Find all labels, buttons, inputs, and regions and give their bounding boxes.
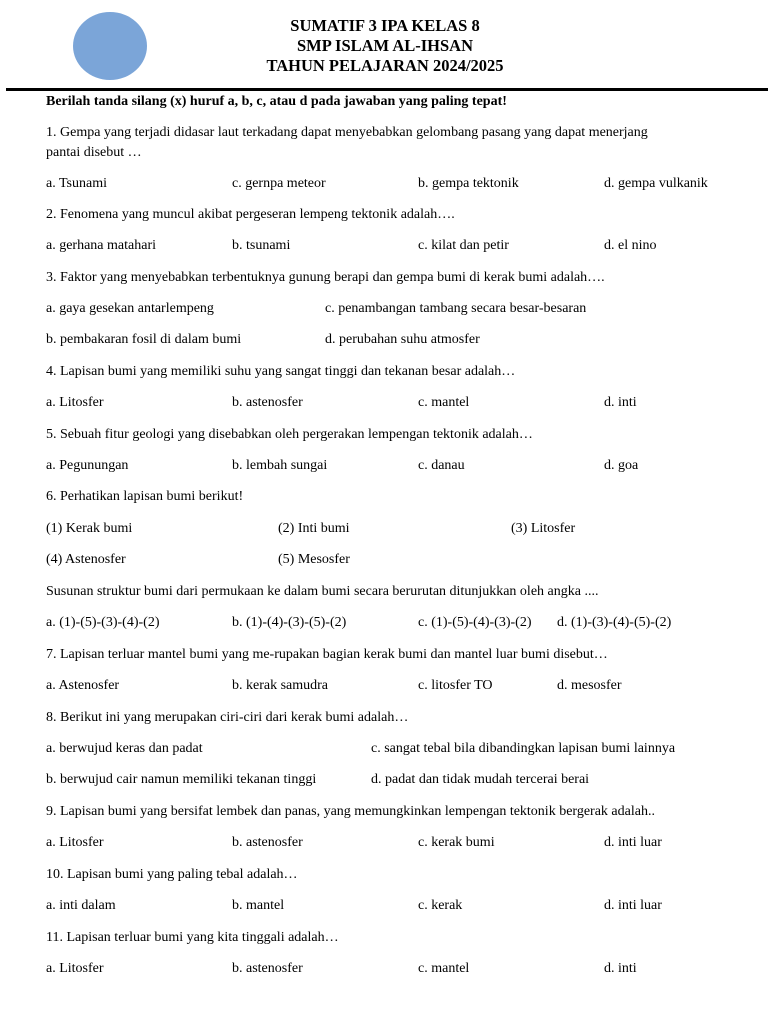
- q4-option-b[interactable]: b. astenosfer: [232, 395, 303, 410]
- q4-option-d[interactable]: d. inti: [604, 395, 637, 410]
- question-9-text: 9. Lapisan bumi yang bersifat lembek dan panas, yang memungkinkan lempengan tektonik bergerak adalah..: [46, 804, 655, 819]
- question-7-text: 7. Lapisan terluar mantel bumi yang me-rupakan bagian kerak bumi dan mantel luar bumi disebut…: [46, 647, 608, 662]
- q2-option-b[interactable]: b. tsunami: [232, 238, 291, 253]
- q4-option-c[interactable]: c. mantel: [418, 395, 470, 410]
- header-title: SUMATIF 3 IPA KELAS 8: [290, 16, 480, 35]
- q3-option-b[interactable]: b. pembakaran fosil di dalam bumi: [46, 332, 242, 347]
- q6-layer-5: (5) Mesosfer: [278, 552, 350, 567]
- q4-option-a[interactable]: a. Litosfer: [46, 395, 104, 410]
- question-8-text: 8. Berikut ini yang merupakan ciri-ciri dari kerak bumi adalah…: [46, 710, 409, 725]
- q7-option-a[interactable]: a. Astenosfer: [46, 678, 120, 693]
- question-3-text: 3. Faktor yang menyebabkan terbentuknya gunung berapi dan gempa bumi di kerak bumi adalah….: [46, 270, 605, 285]
- q2-option-d[interactable]: d. el nino: [604, 238, 657, 253]
- q9-option-c[interactable]: c. kerak bumi: [418, 835, 495, 850]
- question-1-text: 1. Gempa yang terjadi didasar laut terkadang dapat menyebabkan gelombang pasang yang dapat menerjang: [46, 125, 648, 140]
- question-10-text: 10. Lapisan bumi yang paling tebal adalah…: [46, 867, 298, 882]
- q9-option-d[interactable]: d. inti luar: [604, 835, 662, 850]
- q7-option-c[interactable]: c. litosfer TO: [418, 678, 493, 693]
- q1-option-c[interactable]: c. gernpa meteor: [232, 176, 326, 191]
- q6-option-c[interactable]: c. (1)-(5)-(4)-(3)-(2): [418, 615, 532, 630]
- instruction: Berilah tanda silang (x) huruf a, b, c, atau d pada jawaban yang paling tepat!: [46, 94, 507, 109]
- question-4-text: 4. Lapisan bumi yang memiliki suhu yang sangat tinggi dan tekanan besar adalah…: [46, 364, 516, 379]
- question-11-text: 11. Lapisan terluar bumi yang kita tinggali adalah…: [46, 930, 339, 945]
- question-2-text: 2. Fenomena yang muncul akibat pergeseran lempeng tektonik adalah….: [46, 207, 455, 222]
- q6-option-b[interactable]: b. (1)-(4)-(3)-(5)-(2): [232, 615, 347, 630]
- q1-option-d[interactable]: d. gempa vulkanik: [604, 176, 708, 191]
- q10-option-b[interactable]: b. mantel: [232, 898, 285, 913]
- q3-option-a[interactable]: a. gaya gesekan antarlempeng: [46, 301, 214, 316]
- q9-option-b[interactable]: b. astenosfer: [232, 835, 303, 850]
- q6-layer-4: (4) Astenosfer: [46, 552, 126, 567]
- header-divider: [6, 88, 768, 91]
- header-school: SMP ISLAM AL-IHSAN: [296, 36, 474, 55]
- q8-option-c[interactable]: c. sangat tebal bila dibandingkan lapisan bumi lainnya: [371, 741, 676, 756]
- question-6-text: 6. Perhatikan lapisan bumi berikut!: [46, 489, 244, 504]
- q8-option-a[interactable]: a. berwujud keras dan padat: [46, 741, 203, 756]
- q9-option-a[interactable]: a. Litosfer: [46, 835, 104, 850]
- question-1-text-cont: pantai disebut …: [46, 145, 142, 160]
- q1-option-b[interactable]: b. gempa tektonik: [418, 176, 519, 191]
- q8-option-b[interactable]: b. berwujud cair namun memiliki tekanan tinggi: [46, 772, 317, 787]
- q6-option-a[interactable]: a. (1)-(5)-(3)-(4)-(2): [46, 615, 160, 630]
- q5-option-a[interactable]: a. Pegunungan: [46, 458, 129, 473]
- q5-option-c[interactable]: c. danau: [418, 458, 465, 473]
- q10-option-c[interactable]: c. kerak: [418, 898, 463, 913]
- q6-layer-2: (2) Inti bumi: [278, 521, 350, 536]
- header-year: TAHUN PELAJARAN 2024/2025: [266, 56, 504, 75]
- q8-option-d[interactable]: d. padat dan tidak mudah tercerai berai: [371, 772, 590, 787]
- q10-option-d[interactable]: d. inti luar: [604, 898, 662, 913]
- q6-layer-3: (3) Litosfer: [511, 521, 576, 536]
- question-5-text: 5. Sebuah fitur geologi yang disebabkan oleh pergerakan lempengan tektonik adalah…: [46, 427, 533, 442]
- q2-option-a[interactable]: a. gerhana matahari: [46, 238, 156, 253]
- school-logo: [73, 12, 147, 80]
- q10-option-a[interactable]: a. inti dalam: [46, 898, 116, 913]
- q2-option-c[interactable]: c. kilat dan petir: [418, 238, 509, 253]
- q11-option-c[interactable]: c. mantel: [418, 961, 470, 976]
- q11-option-b[interactable]: b. astenosfer: [232, 961, 303, 976]
- q5-option-b[interactable]: b. lembah sungai: [232, 458, 328, 473]
- q1-option-a[interactable]: a. Tsunami: [46, 176, 107, 191]
- q3-option-d[interactable]: d. perubahan suhu atmosfer: [325, 332, 480, 347]
- q3-option-c[interactable]: c. penambangan tambang secara besar-besaran: [325, 301, 587, 316]
- q6-option-d[interactable]: d. (1)-(3)-(4)-(5)-(2): [557, 615, 672, 630]
- q5-option-d[interactable]: d. goa: [604, 458, 639, 473]
- q11-option-d[interactable]: d. inti: [604, 961, 637, 976]
- document-header: [160, 16, 610, 76]
- q7-option-d[interactable]: d. mesosfer: [557, 678, 622, 693]
- q6-layer-1: (1) Kerak bumi: [46, 521, 133, 536]
- question-6-prompt: Susunan struktur bumi dari permukaan ke dalam bumi secara berurutan ditunjukkan oleh angka ....: [46, 584, 599, 599]
- q11-option-a[interactable]: a. Litosfer: [46, 961, 104, 976]
- q7-option-b[interactable]: b. kerak samudra: [232, 678, 329, 693]
